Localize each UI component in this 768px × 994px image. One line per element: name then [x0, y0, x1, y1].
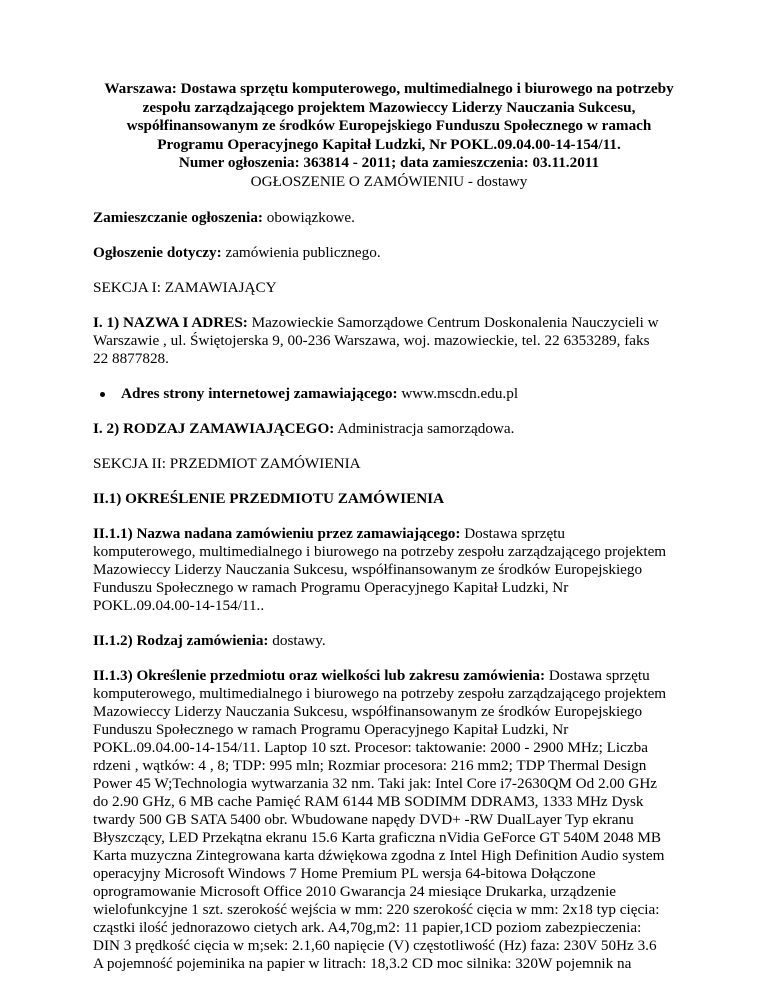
ii13-label: II.1.3) Określenie przedmiotu oraz wielkości lub zakresu zamówienia:: [93, 667, 546, 684]
website-value: www.mscdn.edu.pl: [397, 385, 519, 402]
header-line: zespołu zarządzającego projektem Mazowieccy Liderzy Nauczania Sukcesu,: [142, 98, 636, 116]
zamieszczanie-value: obowiązkowe.: [262, 209, 355, 226]
document-subtitle: OGŁOSZENIE O ZAMÓWIENIU - dostawy: [250, 172, 528, 190]
header-line: współfinansowanym ze środków Europejskiego Funduszu Społecznego w ramach: [126, 117, 652, 134]
header-line: Programu Operacyjnego Kapitał Ludzki, Nr POKL.09.04.00-14-154/11.: [157, 135, 621, 153]
announcement-number: Numer ogłoszenia: 363814 - 2011; data zamieszczenia: 03.11.2011: [178, 154, 600, 171]
zamieszczanie-row: [93, 209, 685, 227]
ii13-line: POKL.09.04.00-14-154/11. Laptop 10 szt. Procesor: taktowanie: 2000 - 2900 MHz; Liczba: [93, 739, 648, 756]
ii13-line: Funduszu Społecznego w ramach Programu Operacyjnego Kapitał Ludzki, Nr: [93, 721, 569, 738]
ii1-heading-text: II.1) OKREŚLENIE PRZEDMIOTU ZAMÓWIENIA: [93, 490, 445, 507]
i2-label: I. 2) RODZAJ ZAMAWIAJĄCEGO:: [93, 420, 335, 437]
section-1-title: SEKCJA I: ZAMAWIAJĄCY: [93, 279, 277, 296]
ii12-row: [93, 632, 685, 650]
i2-row: [93, 420, 685, 438]
ii13-line: DIN 3 prędkość cięcia w m;sek: 2.1,60 napięcie (V) częstotliwość (Hz) faza: 230V 50Hz 3.6: [93, 937, 657, 954]
ii13-line: Karta muzyczna Zintegrowana karta dźwiękowa zgodna z Intel High Definition Audio system: [93, 847, 665, 864]
ii13-line: rdzeni , wątków: 4 , 8; TDP: 995 mln; Rozmiar procesora: 216 mm2; TDP Thermal Design: [93, 757, 647, 774]
header-line: Warszawa: Dostawa sprzętu komputerowego, multimedialnego i biurowego na potrzeby: [104, 80, 674, 97]
ii12-label: II.1.2) Rodzaj zamówienia:: [93, 632, 269, 649]
i1-line: 22 8877828.: [93, 350, 169, 367]
bullet-icon: [100, 392, 105, 397]
website-label: Adres strony internetowej zamawiającego:: [121, 385, 398, 402]
ii13-line: wielofunkcyjne 1 szt. szerokość wejścia w mm: 220 szerokość cięcia w mm: 2x18 typ cięcia:: [93, 901, 660, 918]
ii11-row: [93, 525, 685, 615]
ii13-line: oprogramowanie Microsoft Office 2010 Gwarancja 24 miesiące Drukarka, urządzenie: [93, 883, 617, 900]
ii11-line: POKL.09.04.00-14-154/11..: [93, 597, 265, 614]
ii13-line: Błyszczący, LED Przekątna ekranu 15.6 Karta graficzna nVidia GeForce GT 540M 2048 MB: [93, 829, 662, 846]
i1-line: Mazowieckie Samorządowe Centrum Doskonalenia Nauczycieli w: [247, 314, 659, 331]
ii13-line: komputerowego, multimedialnego i biurowego na potrzeby zespołu zarządzającego projektem: [93, 685, 667, 702]
ii13-row: [93, 667, 685, 973]
list-item: [121, 385, 685, 403]
zamieszczanie-label: Zamieszczanie ogłoszenia:: [93, 209, 263, 226]
ii13-line: twardy 500 GB SATA 5400 obr. Wbudowane napędy DVD+ -RW DualLayer Typ ekranu: [93, 811, 634, 828]
ii11-line: Mazowieccy Liderzy Nauczania Sukcesu, współfinansowanym ze środków Europejskiego: [93, 561, 643, 578]
i1-row: [93, 314, 685, 368]
section-2-title: SEKCJA II: PRZEDMIOT ZAMÓWIENIA: [93, 455, 361, 472]
ii12-value: dostawy.: [268, 632, 326, 649]
dotyczy-row: [93, 244, 685, 262]
dotyczy-value: zamówienia publicznego.: [221, 244, 381, 261]
dotyczy-label: Ogłoszenie dotyczy:: [93, 244, 222, 261]
ii11-label: II.1.1) Nazwa nadana zamówieniu przez zamawiającego:: [93, 525, 461, 542]
ii11-line: Funduszu Społecznego w ramach Programu Operacyjnego Kapitał Ludzki, Nr: [93, 579, 569, 596]
document-header: [93, 80, 685, 191]
ii11-line: Dostawa sprzętu: [460, 525, 565, 542]
ii13-line: A pojemność pojeminika na papier w litrach: 18,3.2 CD moc silnika: 320W pojemnik na: [93, 955, 632, 972]
i1-line: Warszawie , ul. Świętojerska 9, 00-236 Warszawa, woj. mazowieckie, tel. 22 6353289, faks: [93, 332, 650, 349]
i2-value: Administracja samorządowa.: [334, 420, 515, 437]
ii11-line: komputerowego, multimedialnego i biurowego na potrzeby zespołu zarządzającego projektem: [93, 543, 667, 560]
ii13-line: Mazowieccy Liderzy Nauczania Sukcesu, współfinansowanym ze środków Europejskiego: [93, 703, 643, 720]
i1-label: I. 1) NAZWA I ADRES:: [93, 314, 248, 331]
website-list: [93, 385, 685, 403]
ii13-line: cząstki ilość jednorazowo cietych ark. A4,70g,m2: 11 papier,1CD poziom zabezpieczenia:: [93, 919, 642, 936]
ii13-line: do 2.90 GHz, 6 MB cache Pamięć RAM 6144 MB SODIMM DDRAM3, 1333 MHz Dysk: [93, 793, 644, 810]
ii13-line: Power 45 W;Technologia wytwarzania 32 nm. Taki jak: Intel Core i7-2630QM Od 2.00 GHz: [93, 775, 658, 792]
document-page: [93, 0, 685, 973]
ii13-line: operacyjny Microsoft Windows 7 Home Premium PL wersja 64-bitowa Dołączone: [93, 865, 596, 882]
ii13-line: Dostawa sprzętu: [545, 667, 650, 684]
ii1-heading: [93, 490, 685, 508]
